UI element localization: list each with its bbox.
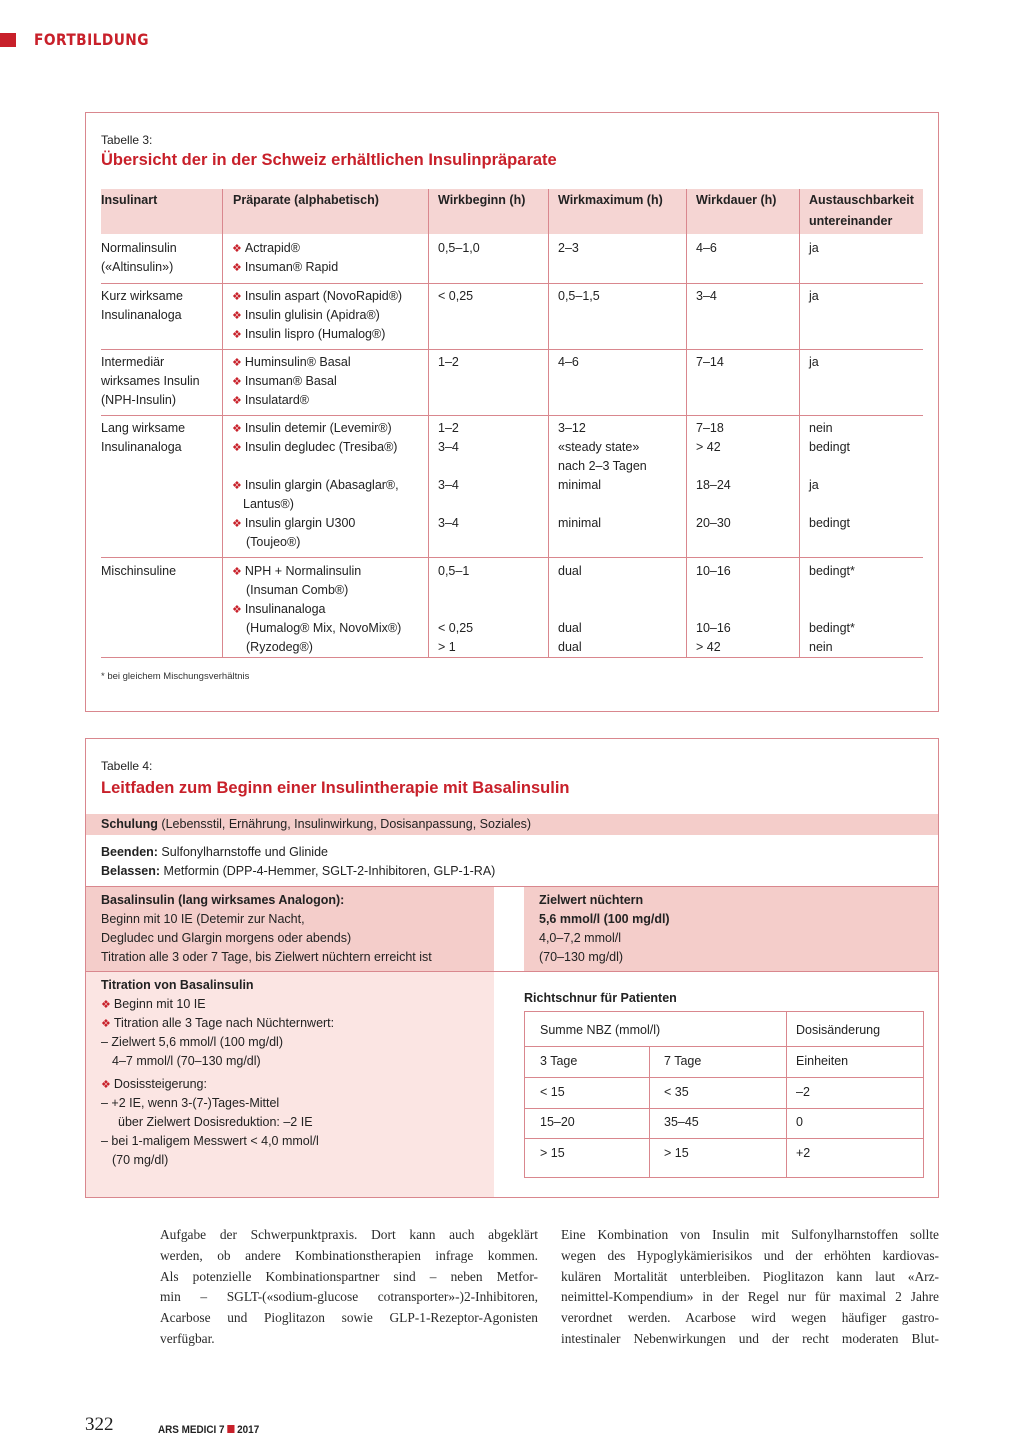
table4-title: Leitfaden zum Beginn einer Insulintherapie mit Basalinsulin: [101, 779, 570, 797]
table4-box: [85, 738, 939, 1198]
patient-cell: 35–45: [664, 1115, 699, 1129]
bullet-diamond-icon: ❖: [232, 329, 242, 341]
column-rule: [222, 189, 223, 658]
patient-header-summe: Summe NBZ (mmol/l): [540, 1023, 661, 1037]
row-rule: [525, 1046, 923, 1047]
bullet-diamond-icon: ❖: [101, 1018, 111, 1030]
col-header-wirkbeginn: Wirkbeginn (h): [438, 193, 526, 207]
patient-cell: < 15: [540, 1085, 565, 1099]
row-rule: [525, 1108, 923, 1109]
page-number: 322: [85, 1414, 114, 1435]
peak-values: 3–12 «steady state» nach 2–3 Tagen minimal minimal: [558, 421, 647, 530]
peak-value: 4–6: [558, 355, 579, 369]
bullet-diamond-icon: ❖: [101, 1079, 111, 1091]
bullet-diamond-icon: ❖: [232, 566, 242, 578]
bullet-diamond-icon: ❖: [232, 291, 242, 303]
bullet-diamond-icon: ❖: [101, 999, 111, 1011]
titration-panel: [86, 972, 494, 1197]
patient-sub-7tage: 7 Tage: [664, 1054, 702, 1068]
row-rule: [101, 657, 923, 658]
insulin-type-kurz-wirksam: Kurz wirksame Insulinanaloga: [101, 289, 183, 322]
body-column-left: Aufgabe der Schwerpunktpraxis. Dort kann auch abgeklärt werden, ob andere Kombinationstherapien infrage kommen. Als potenzielle Kombinationspartner sind – neben Metfor- min – SGLT-(«sodium-glucose cotransporter»-)2-Inhibitoren, Acarbose und Pioglitazon sowie GLP-1-Rezeptor-Agonisten verfügbar.: [160, 1227, 538, 1346]
body-column-right: Eine Kombination von Insulin mit Sulfonylharnstoffen sollte wegen des Hypoglykämierisikos und der erhöhten kardiovas- kulären Mortalität unterbleiben. Pioglitazon kann laut «Arz- neimittel-Kompendium» in der Regel nur für maximal 2 Jahre verordnet werden. Acarbose wird wegen häufiger gastro- intestinaler Nebenwirkungen und der recht moderaten Blut-: [561, 1227, 939, 1346]
bullet-diamond-icon: ❖: [232, 423, 242, 435]
patient-sub-einheiten: Einheiten: [796, 1054, 849, 1068]
col-header-austauschbarkeit: Austauschbarkeit: [809, 193, 914, 207]
belassen-text: Belassen: Metformin (DPP-4-Hemmer, SGLT-2-Inhibitoren, GLP-1-RA): [101, 864, 496, 878]
patient-header-dosis: Dosisänderung: [796, 1023, 881, 1037]
bullet-diamond-icon: ❖: [232, 262, 242, 274]
col-header-wirkdauer: Wirkdauer (h): [696, 193, 777, 207]
patient-cell: –2: [796, 1085, 810, 1099]
band-gap: [494, 887, 524, 971]
peak-value: 0,5–1,5: [558, 289, 600, 303]
patient-cell: > 15: [664, 1146, 689, 1160]
duration-value: 4–6: [696, 241, 717, 255]
insulin-type-normalinsulin: Normalinsulin («Altinsulin»): [101, 241, 177, 274]
onset-values: 0,5–1 < 0,25 > 1: [438, 564, 474, 654]
bullet-diamond-icon: ❖: [232, 395, 242, 407]
preparations-list: ❖ NPH + Normalinsulin (Insuman Comb®) ❖ Insulinanaloga (Humalog® Mix, NovoMix®) (Ryzodeg®): [232, 564, 402, 654]
titration-block: Titration von Basalinsulin ❖ Beginn mit 10 IE ❖ Titration alle 3 Tage nach Nüchternwert: – Zielwert 5,6 mmol/l (100 mg/dl) 4–7 mmol/l (70–130 mg/dl) ❖ Dosissteigerung: – +2 IE, wenn 3-(7-)Tages-Mittel über Zielwert Dosisreduktion: –2 IE – bei 1-maligem Messwert < 4,0 mmol/l (70 mg/dl): [101, 978, 335, 1167]
table3-title: Übersicht der in der Schweiz erhältlichen Insulinpräparate: [101, 151, 557, 169]
insulin-type-intermediaer: Intermediär wirksames Insulin (NPH-Insulin): [101, 355, 200, 407]
bullet-diamond-icon: ❖: [232, 376, 242, 388]
bullet-diamond-icon: ❖: [232, 357, 242, 369]
insulin-type-mischinsuline: Mischinsuline: [101, 564, 177, 578]
col-header-praeparate: Präparate (alphabetisch): [233, 193, 379, 207]
row-rule: [101, 415, 923, 416]
preparations-list: ❖ Insulin aspart (NovoRapid®) ❖ Insulin glulisin (Apidra®) ❖ Insulin lispro (Humalog®): [232, 289, 403, 341]
row-rule: [101, 349, 923, 350]
patient-cell: > 15: [540, 1146, 565, 1160]
bullet-diamond-icon: ❖: [232, 604, 242, 616]
journal-issue: ARS MEDICI 7 2017: [158, 1424, 260, 1436]
duration-values: 7–18 > 42 18–24 20–30: [696, 421, 731, 530]
exchangeability-value: ja: [809, 355, 819, 369]
peak-value: 2–3: [558, 241, 579, 255]
onset-value: 1–2: [438, 355, 459, 369]
column-rule: [548, 189, 549, 658]
patient-guideline-title: Richtschnur für Patienten: [524, 991, 677, 1005]
row-rule: [101, 557, 923, 558]
footer-square-icon: [227, 1425, 234, 1433]
bullet-diamond-icon: ❖: [232, 518, 242, 530]
bullet-diamond-icon: ❖: [232, 243, 242, 255]
preparations-list: ❖ Insulin detemir (Levemir®) ❖ Insulin degludec (Tresiba®) ❖ Insulin glargin (Abasaglar®, Lantus®) ❖ Insulin glargin U300 (Toujeo®): [232, 421, 399, 549]
column-rule: [428, 189, 429, 658]
preparations-list: ❖ Huminsulin® Basal ❖ Insuman® Basal ❖ Insulatard®: [232, 355, 351, 407]
basalinsulin-block: Basalinsulin (lang wirksames Analogon): Beginn mit 10 IE (Detemir zur Nacht, Degludec und Glargin morgens oder abends) Titration alle 3 oder 7 Tage, bis Zielwert nüchtern erreicht ist: [101, 893, 432, 964]
duration-values: 10–16 10–16 > 42: [696, 564, 731, 654]
table3-label: Tabelle 3:: [101, 133, 153, 147]
column-rule: [649, 1046, 650, 1177]
schulung-band: [86, 814, 938, 835]
col-header-wirkmaximum: Wirkmaximum (h): [558, 193, 663, 207]
column-rule: [686, 189, 687, 658]
exchangeability-value: ja: [809, 289, 819, 303]
row-rule: [525, 1138, 923, 1139]
exchangeability-value: ja: [809, 241, 819, 255]
section-marker: [0, 33, 16, 47]
bullet-diamond-icon: ❖: [232, 442, 242, 454]
patient-cell: 0: [796, 1115, 803, 1129]
schulung-text: Schulung (Lebensstil, Ernährung, Insulinwirkung, Dosisanpassung, Soziales): [101, 817, 532, 831]
patient-cell: < 35: [664, 1085, 689, 1099]
section-label: FORTBILDUNG: [34, 30, 149, 49]
preparations-list: ❖ Actrapid® ❖ Insuman® Rapid: [232, 241, 339, 274]
table3-footnote: * bei gleichem Mischungsverhältnis: [101, 671, 250, 682]
column-rule: [799, 189, 800, 658]
patient-cell: +2: [796, 1146, 811, 1160]
table4-label: Tabelle 4:: [101, 759, 153, 773]
exchangeability-values: bedingt* bedingt* nein: [809, 564, 855, 654]
column-rule: [786, 1012, 787, 1177]
duration-value: 3–4: [696, 289, 717, 303]
col-header-insulinart: Insulinart: [101, 193, 158, 207]
patient-dosing-table: [524, 1011, 924, 1178]
bullet-diamond-icon: ❖: [232, 480, 242, 492]
row-rule: [525, 1077, 923, 1078]
onset-values: 1–2 3–4 3–4 3–4: [438, 421, 459, 530]
zielwert-block: Zielwert nüchtern 5,6 mmol/l (100 mg/dl) 4,0–7,2 mmol/l (70–130 mg/dl): [539, 893, 670, 964]
duration-value: 7–14: [696, 355, 724, 369]
insulin-type-lang-wirksam: Lang wirksame Insulinanaloga: [101, 421, 186, 454]
onset-value: < 0,25: [438, 289, 474, 303]
basalinsulin-band: [86, 886, 938, 972]
bullet-diamond-icon: ❖: [232, 310, 242, 322]
peak-values: dual dual dual: [558, 564, 582, 654]
col-header-austauschbarkeit-2: untereinander: [809, 214, 893, 228]
patient-cell: 15–20: [540, 1115, 575, 1129]
table3-box: [85, 112, 939, 712]
patient-sub-3tage: 3 Tage: [540, 1054, 578, 1068]
row-rule: [101, 283, 923, 284]
onset-value: 0,5–1,0: [438, 241, 480, 255]
exchangeability-values: nein bedingt ja bedingt: [809, 421, 851, 530]
beenden-text: Beenden: Sulfonylharnstoffe und Glinide: [101, 845, 328, 859]
